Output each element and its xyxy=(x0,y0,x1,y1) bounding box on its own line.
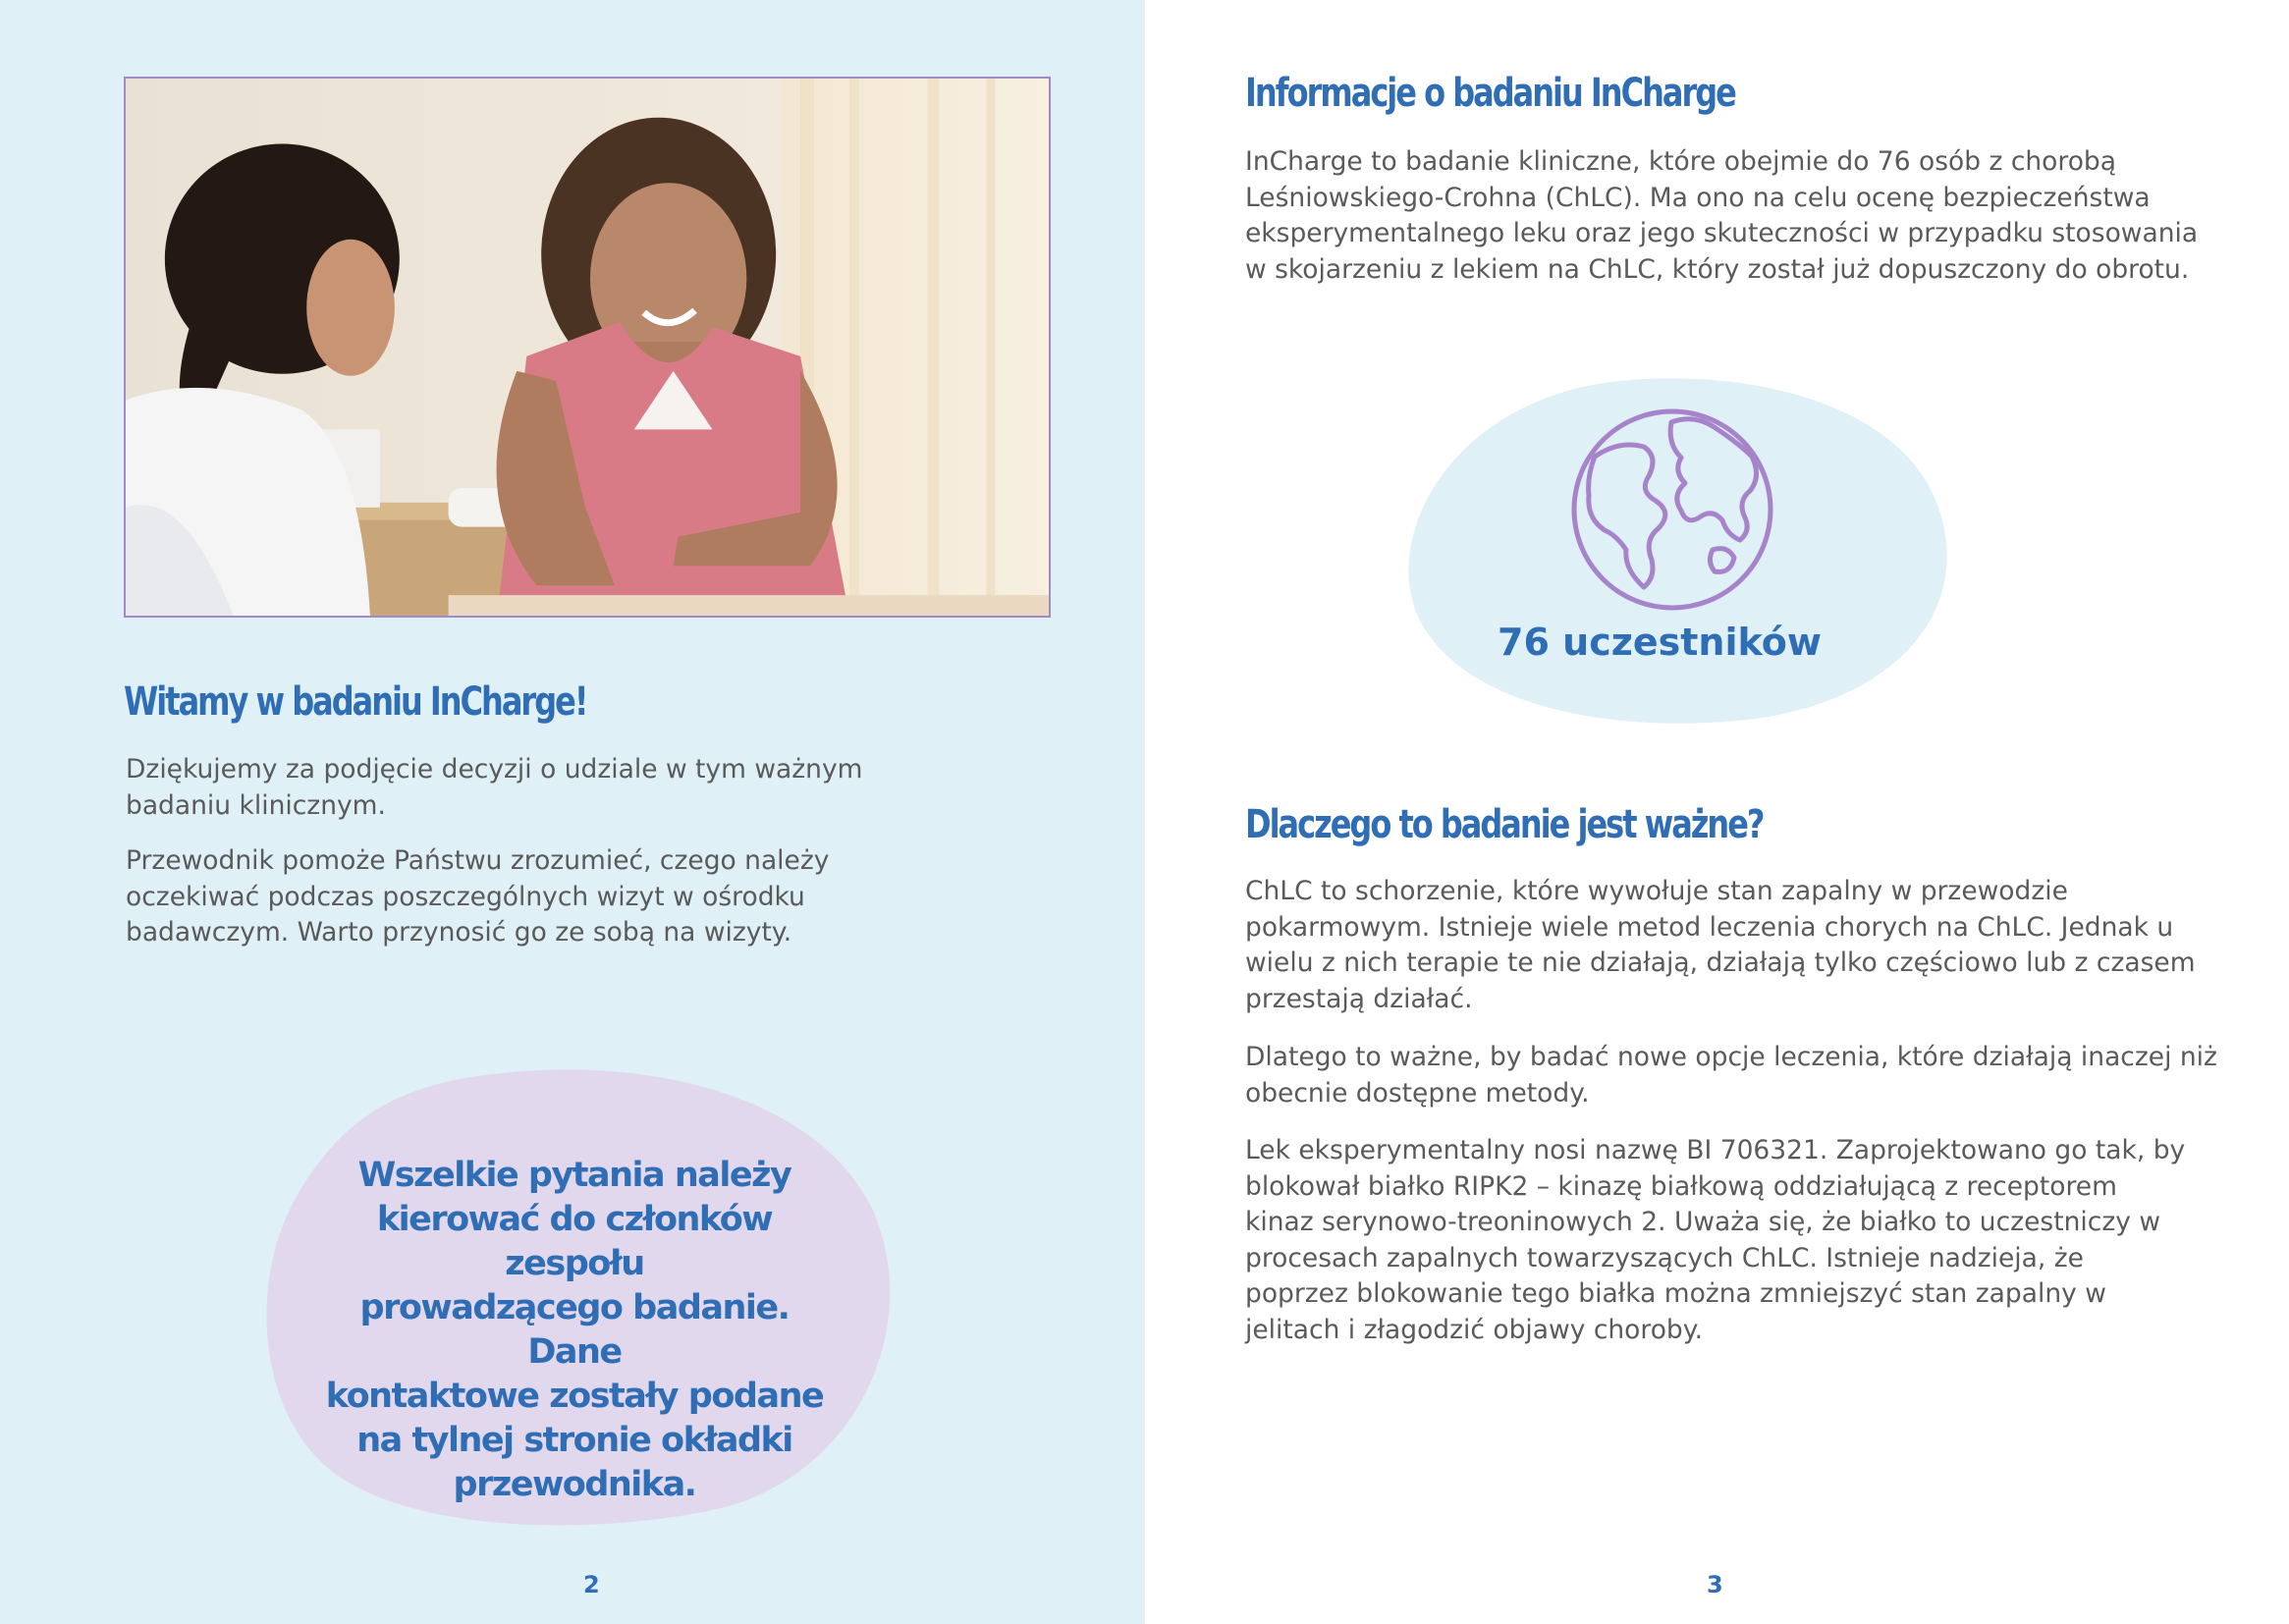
info-paragraph: InCharge to badanie kliniczne, które obejmie do 76 osób z chorobą Leśniowskiego-Crohna (ChLC). Ma ono na celu ocenę bezpieczeństwa eksperymentalnego leku oraz jego skuteczności w przypadku stosowania w skojarzeniu z lekiem na ChLC, który został już dopuszczony do obrotu. xyxy=(1245,146,2199,285)
callout-line: przewodnika. xyxy=(453,1465,696,1504)
page-number-right: 3 xyxy=(1707,1571,1723,1598)
page-number-left: 2 xyxy=(583,1571,600,1598)
callout-line: kierować do członków zespołu xyxy=(376,1200,773,1283)
consultation-photo xyxy=(124,77,1051,618)
callout-line: kontaktowe zostały podane xyxy=(325,1377,824,1416)
callout-line: Wszelkie pytania należy xyxy=(357,1156,791,1195)
welcome-paragraph-2: Przewodnik pomoże Państwu zrozumieć, czego należy oczekiwać podczas poszczególnych wizyt w ośrodku badawczym. Warto przynosić go ze sobą na wizyty. xyxy=(126,845,830,947)
info-heading: Informacje o badaniu InCharge xyxy=(1245,71,1735,116)
participants-label: 76 uczestników xyxy=(1498,621,1822,664)
globe-icon xyxy=(1565,403,1779,617)
why-paragraph-1: ChLC to schorzenie, które wywołuje stan zapalny w przewodzie pokarmowym. Istnieje wiele metod leczenia chorych na ChLC. Jednak u wielu z nich terapie te nie działają, działają tylko częściowo lub z czasem przestają działać. xyxy=(1245,876,2196,1014)
why-paragraph-3: Lek eksperymentalny nosi nazwę BI 706321. Zaprojektowano go tak, by blokował białko RIPK2 – kinazę białkową oddziałującą z receptorem kinaz serynowo-treoninowych 2. Uważa się, że białko to uczestniczy w procesach zapalnych towarzyszących ChLC. Istnieje nadzieja, że poprzez blokowanie tego białka można zmniejszyć stan zapalny w jelitach i złagodzić objawy choroby. xyxy=(1245,1135,2186,1345)
why-paragraph-2: Dlatego to ważne, by badać nowe opcje leczenia, które działają inaczej niż obecnie dostępne metody. xyxy=(1245,1042,2217,1109)
callout-line: na tylnej stronie okładki xyxy=(356,1421,792,1460)
callout-line: prowadzącego badanie. Dane xyxy=(359,1288,790,1372)
callout-text xyxy=(324,1154,825,1507)
why-heading: Dlaczego to badanie jest ważne? xyxy=(1245,802,1764,847)
welcome-paragraph-1: Dziękujemy za podjęcie decyzji o udziale w tym ważnym badaniu klinicznym. xyxy=(126,754,863,821)
welcome-heading: Witamy w badaniu InCharge! xyxy=(124,679,587,725)
